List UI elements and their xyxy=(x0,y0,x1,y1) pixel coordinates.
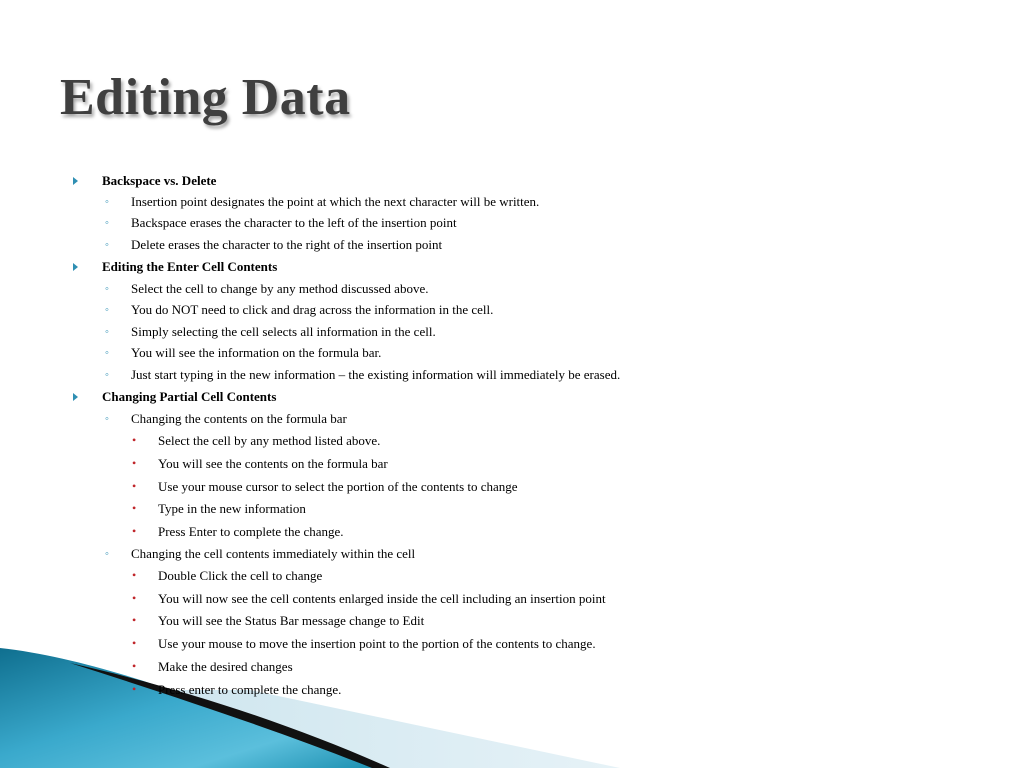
list-item-level-3 xyxy=(132,501,306,517)
list-item-level-2 xyxy=(105,302,494,318)
circle-bullet-icon: ◦ xyxy=(105,369,109,381)
list-item-level-1 xyxy=(102,259,277,275)
circle-bullet-icon: ◦ xyxy=(105,283,109,295)
circle-bullet-icon: ◦ xyxy=(105,347,109,359)
dot-bullet-icon: • xyxy=(132,659,137,673)
list-item-level-2 xyxy=(105,367,621,383)
dot-bullet-icon: • xyxy=(132,568,137,582)
list-item-level-3 xyxy=(132,568,323,584)
list-item-text: Insertion point designates the point at which the next character will be written. xyxy=(131,194,540,209)
list-item-level-3 xyxy=(132,659,293,675)
list-item-text: Backspace vs. Delete xyxy=(102,173,217,188)
list-item-level-3 xyxy=(132,591,606,607)
dot-bullet-icon: • xyxy=(132,636,137,650)
circle-bullet-icon: ◦ xyxy=(105,239,109,251)
dot-bullet-icon: • xyxy=(132,682,137,696)
list-item-text: Double Click the cell to change xyxy=(158,568,323,583)
list-item-text: Select the cell by any method listed above. xyxy=(158,433,381,448)
list-item-text: Press enter to complete the change. xyxy=(158,682,342,697)
list-item-level-1 xyxy=(102,389,276,405)
list-item-level-2 xyxy=(105,345,382,361)
circle-bullet-icon: ◦ xyxy=(105,413,109,425)
circle-bullet-icon: ◦ xyxy=(105,326,109,338)
list-item-text: You do NOT need to click and drag across the information in the cell. xyxy=(131,302,494,317)
list-item-text: Simply selecting the cell selects all information in the cell. xyxy=(131,324,436,339)
list-item-text: You will see the contents on the formula bar xyxy=(158,456,388,471)
triangle-bullet-icon xyxy=(73,177,78,185)
list-item-level-2 xyxy=(105,194,540,210)
list-item-level-3 xyxy=(132,479,518,495)
circle-bullet-icon: ◦ xyxy=(105,196,109,208)
slide-title: Editing Data xyxy=(60,69,351,126)
list-item-text: Backspace erases the character to the left of the insertion point xyxy=(131,215,457,230)
list-item-text: Use your mouse to move the insertion point to the portion of the contents to change. xyxy=(158,636,596,651)
circle-bullet-icon: ◦ xyxy=(105,548,109,560)
list-item-level-2 xyxy=(105,281,429,297)
list-item-text: Press Enter to complete the change. xyxy=(158,524,344,539)
list-item-level-3 xyxy=(132,682,342,698)
circle-bullet-icon: ◦ xyxy=(105,304,109,316)
list-item-text: Just start typing in the new information – the existing information will immediately be erased. xyxy=(131,367,621,382)
list-item-text: Changing Partial Cell Contents xyxy=(102,389,277,404)
list-item-text: Editing the Enter Cell Contents xyxy=(102,259,278,274)
list-item-text: Type in the new information xyxy=(158,501,306,516)
list-item-text: Select the cell to change by any method discussed above. xyxy=(131,281,429,296)
list-item-text: Delete erases the character to the right of the insertion point xyxy=(131,237,443,252)
dot-bullet-icon: • xyxy=(132,501,137,515)
list-item-level-3 xyxy=(132,433,381,449)
list-item-level-3 xyxy=(132,636,596,652)
list-item-level-2 xyxy=(105,546,416,562)
list-item-level-2 xyxy=(105,324,436,340)
list-item-text: Changing the contents on the formula bar xyxy=(131,411,347,426)
list-item-text: Use your mouse cursor to select the portion of the contents to change xyxy=(158,479,518,494)
triangle-bullet-icon xyxy=(73,393,78,401)
dot-bullet-icon: • xyxy=(132,479,137,493)
list-item-level-2 xyxy=(105,411,347,427)
list-item-level-2 xyxy=(105,237,443,253)
dot-bullet-icon: • xyxy=(132,524,137,538)
circle-bullet-icon: ◦ xyxy=(105,217,109,229)
triangle-bullet-icon xyxy=(73,263,78,271)
list-item-level-1 xyxy=(102,173,216,189)
list-item-text: Changing the cell contents immediately within the cell xyxy=(131,546,416,561)
list-item-text: Make the desired changes xyxy=(158,659,293,674)
dot-bullet-icon: • xyxy=(132,456,137,470)
list-item-text: You will see the information on the formula bar. xyxy=(131,345,382,360)
list-item-level-3 xyxy=(132,456,388,472)
list-item-text: You will see the Status Bar message change to Edit xyxy=(158,613,425,628)
dot-bullet-icon: • xyxy=(132,613,137,627)
list-item-level-2 xyxy=(105,215,457,231)
dot-bullet-icon: • xyxy=(132,591,137,605)
dot-bullet-icon: • xyxy=(132,433,137,447)
list-item-level-3 xyxy=(132,524,344,540)
list-item-level-3 xyxy=(132,613,425,629)
list-item-text: You will now see the cell contents enlarged inside the cell including an insertion point xyxy=(158,591,606,606)
